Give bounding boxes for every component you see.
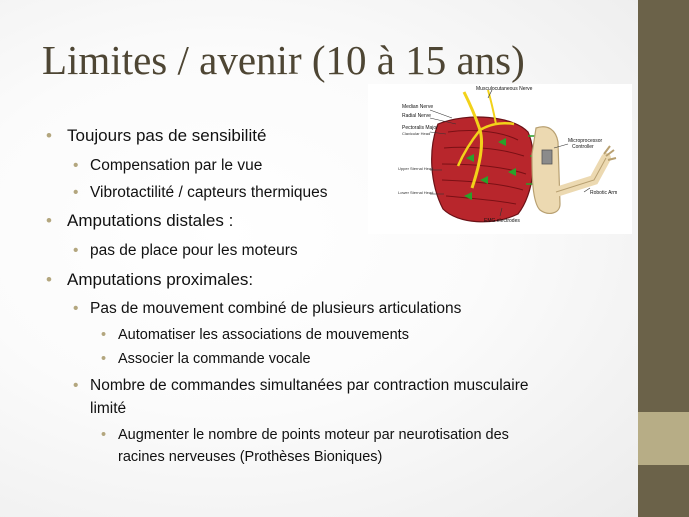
bullet-nombre-commandes-cont: limité — [90, 400, 127, 417]
label-microprocessor: Microprocessor — [568, 138, 603, 144]
targeted-reinnervation-figure — [368, 84, 632, 234]
bullet-dot: • — [46, 126, 52, 145]
bullet-sensibilite: Toujours pas de sensibilité — [67, 126, 267, 145]
muscle-diagram — [368, 84, 632, 234]
label-lower-sternal: Lower Sternal Head — [398, 190, 434, 195]
label-musculocutaneous: Musculocutaneous Nerve — [476, 86, 533, 92]
bullet-dot: • — [73, 242, 79, 259]
bullet-dot: • — [73, 300, 79, 317]
bullet-dot: • — [46, 211, 52, 230]
bullet-dot: • — [73, 157, 79, 174]
bullet-dot: • — [101, 427, 107, 443]
bullet-automatiser: Automatiser les associations de mouvements — [118, 327, 409, 343]
bullet-mouvement-combine: Pas de mouvement combiné de plusieurs articulations — [90, 300, 462, 317]
bullet-nombre-commandes: Nombre de commandes simultanées par contraction musculaire — [90, 377, 529, 394]
bullet-compensation: Compensation par le vue — [90, 157, 263, 174]
bullet-dot: • — [46, 270, 52, 289]
bullet-pas-de-place: pas de place pour les moteurs — [90, 242, 298, 259]
bullet-dot: • — [101, 351, 107, 367]
label-radial: Radial Nerve — [402, 113, 431, 119]
slide-title: Limites / avenir (10 à 15 ans) — [42, 37, 525, 83]
label-robotic-arm: Robotic Arm — [590, 190, 618, 196]
label-upper-sternal: Upper Sternal Head — [398, 166, 434, 171]
label-clavicular: Clavicular Head — [402, 131, 431, 136]
bullet-amputations-proximales: Amputations proximales: — [67, 270, 254, 289]
bullet-vibrotactilite: Vibrotactilité / capteurs thermiques — [90, 184, 328, 201]
label-pectoralis: Pectoralis Major — [402, 125, 438, 131]
sidebar-dark-top — [638, 0, 689, 412]
bullet-dot: • — [101, 327, 107, 343]
bullet-dot: • — [73, 377, 79, 394]
bullet-dot: • — [73, 184, 79, 201]
bullet-augmenter-cont: racines nerveuses (Prothèses Bioniques) — [118, 449, 383, 465]
bullet-commande-vocale: Associer la commande vocale — [118, 351, 311, 367]
bullet-augmenter: Augmenter le nombre de points moteur par neurotisation des — [118, 427, 509, 443]
sidebar-light-band — [638, 412, 689, 465]
bullet-amputations-distales: Amputations distales : — [67, 211, 234, 230]
label-controller: Controller — [572, 144, 594, 150]
label-emg: EMG electrodes — [484, 218, 520, 224]
sidebar-dark-bottom — [638, 465, 689, 517]
label-median: Median Nerve — [402, 104, 434, 110]
